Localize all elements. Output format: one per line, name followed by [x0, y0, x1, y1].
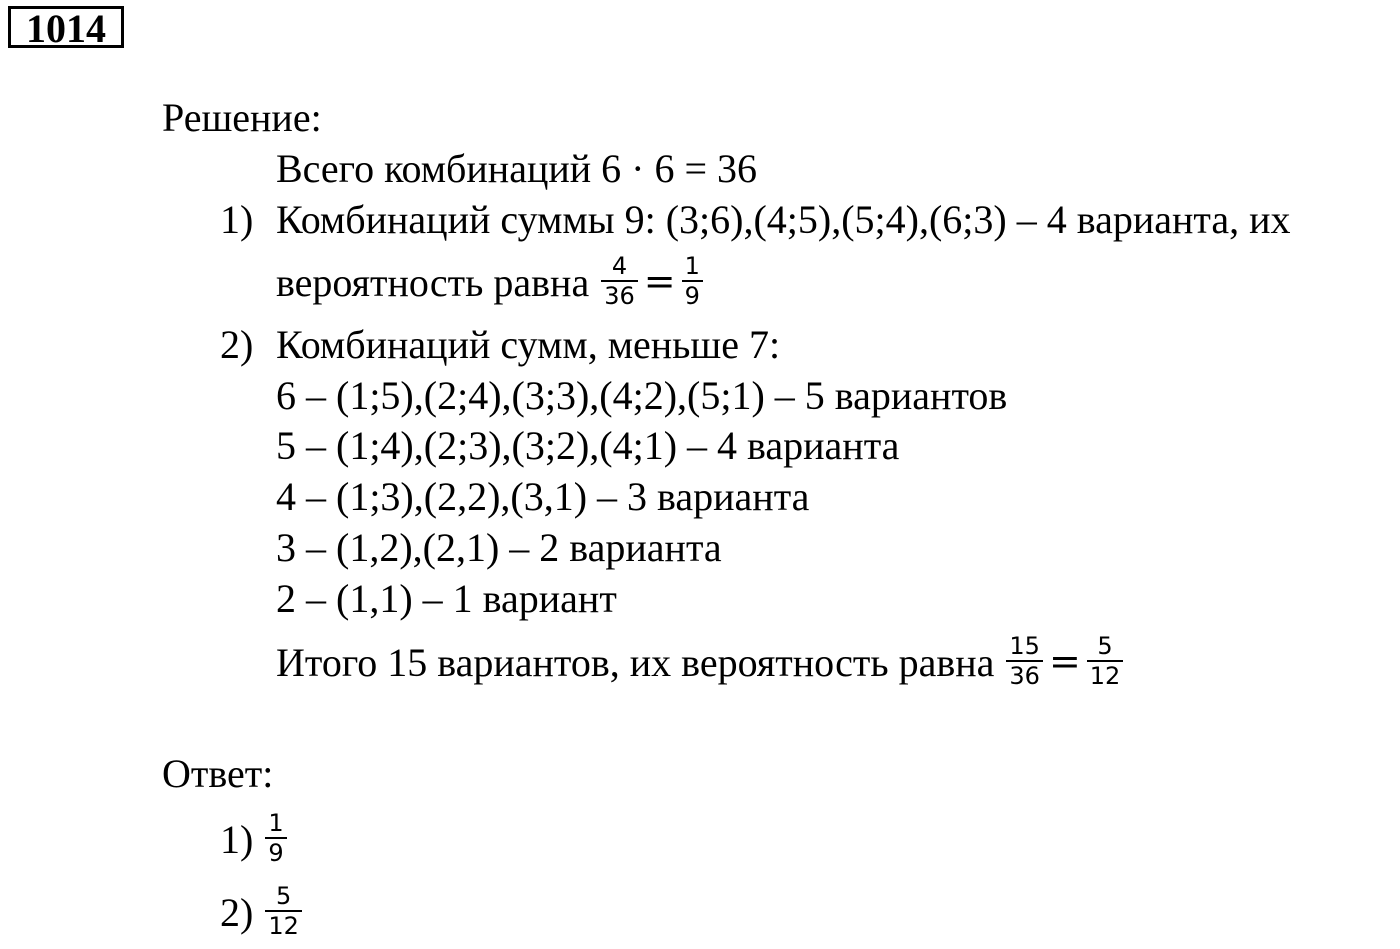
equals-sign: = [1048, 639, 1081, 683]
fraction-numerator: 15 [1009, 632, 1040, 660]
item1-line2 [276, 252, 705, 316]
fraction-numerator: 5 [1097, 632, 1113, 660]
fraction-denominator: 12 [265, 910, 302, 940]
equals-sign: = [643, 259, 676, 303]
fraction-denominator: 12 [1087, 660, 1124, 690]
answer-marker: 2) [220, 890, 254, 936]
answer-fraction-1 [265, 809, 286, 867]
answer-item-1 [220, 809, 289, 873]
sum-line-3: 3 – (1,2),(2,1) – 2 варианта [276, 525, 722, 570]
fraction-denominator: 9 [265, 837, 286, 867]
fraction-numerator: 1 [684, 252, 700, 280]
fraction-5-12 [1087, 632, 1124, 690]
sum-line-6: 6 – (1;5),(2;4),(3;3),(4;2),(5;1) – 5 вариантов [276, 373, 1008, 418]
item1-marker: 1) [220, 197, 254, 242]
answer-fraction-2 [265, 882, 302, 940]
fraction-4-36 [601, 252, 638, 310]
fraction-1-9 [682, 252, 703, 310]
item2-marker: 2) [220, 322, 254, 367]
item2-heading: Комбинаций сумм, меньше 7: [276, 322, 781, 367]
sum-line-4: 4 – (1;3),(2,2),(3,1) – 3 варианта [276, 474, 810, 519]
item2-total-text: Итого 15 вариантов, их вероятность равна [276, 640, 995, 686]
answer-item-2 [220, 882, 304, 946]
fraction-numerator: 4 [611, 252, 628, 280]
item1-line1: Комбинаций суммы 9: (3;6),(4;5),(5;4),(6;3) – 4 варианта, их [276, 197, 1291, 242]
solution-heading: Решение: [162, 95, 322, 140]
fraction-numerator: 5 [275, 882, 292, 910]
sum-line-2: 2 – (1,1) – 1 вариант [276, 576, 617, 621]
answer-marker: 1) [220, 817, 254, 863]
fraction-15-36 [1006, 632, 1043, 690]
fraction-denominator: 9 [682, 280, 703, 310]
sum-line-5: 5 – (1;4),(2;3),(3;2),(4;1) – 4 варианта [276, 423, 900, 468]
total-combinations-line: Всего комбинаций 6 · 6 = 36 [276, 146, 758, 191]
problem-number: 1014 [8, 6, 124, 48]
fraction-numerator: 1 [268, 809, 284, 837]
item2-total-line [276, 632, 1125, 696]
item1-line2-text: вероятность равна [276, 260, 590, 306]
fraction-denominator: 36 [601, 280, 638, 310]
fraction-denominator: 36 [1006, 660, 1043, 690]
answer-heading: Ответ: [162, 751, 274, 796]
